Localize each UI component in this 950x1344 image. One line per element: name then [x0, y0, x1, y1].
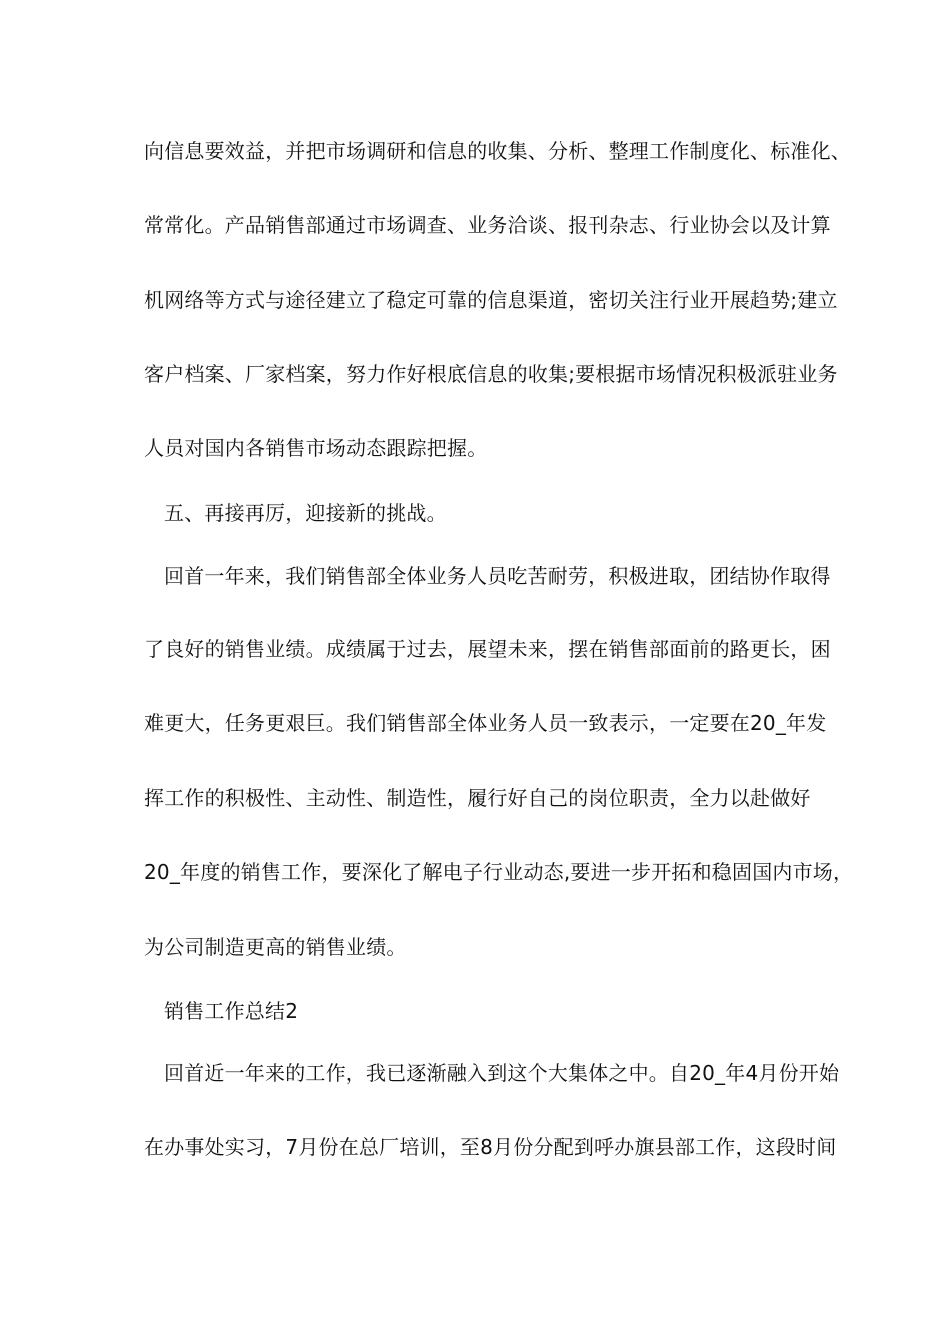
- body-text-line: 向信息要效益，并把市场调研和信息的收集、分析、整理工作制度化、标准化、: [144, 139, 851, 163]
- body-text-line: 20_年度的销售工作，要深化了解电子行业动态,要进一步开拓和稳固国内市场，: [144, 860, 854, 884]
- body-text-line: 客户档案、厂家档案，努力作好根底信息的收集;要根据市场情况积极派驻业务: [144, 362, 838, 386]
- body-text-line: 挥工作的积极性、主动性、制造性，履行好自己的岗位职责，全力以赴做好: [144, 786, 811, 810]
- body-text-line: 了良好的销售业绩。成绩属于过去，展望未来，摆在销售部面前的路更长，困: [144, 637, 831, 661]
- section-heading: 五、再接再厉，迎接新的挑战。: [164, 501, 447, 525]
- body-text-line: 常常化。产品销售部通过市场调查、业务洽谈、报刊杂志、行业协会以及计算: [144, 213, 831, 237]
- body-text-line: 难更大，任务更艰巨。我们销售部全体业务人员一致表示，一定要在20_年发: [144, 711, 827, 735]
- body-text-line: 在办事处实习，7月份在总厂培训，至8月份分配到呼办旗县部工作，这段时间: [144, 1135, 837, 1159]
- body-text-line: 为公司制造更高的销售业绩。: [144, 935, 407, 959]
- body-text-line: 人员对国内各销售市场动态跟踪把握。: [144, 436, 488, 460]
- section-title: 销售工作总结2: [164, 999, 299, 1023]
- body-text-line: 机网络等方式与途径建立了稳定可靠的信息渠道，密切关注行业开展趋势;建立: [144, 288, 838, 312]
- paragraph-start-line: 回首一年来，我们销售部全体业务人员吃苦耐劳，积极进取，团结协作取得: [164, 564, 831, 588]
- paragraph-start-line: 回首近一年来的工作，我已逐渐融入到这个大集体之中。自20_年4月份开始: [164, 1061, 840, 1085]
